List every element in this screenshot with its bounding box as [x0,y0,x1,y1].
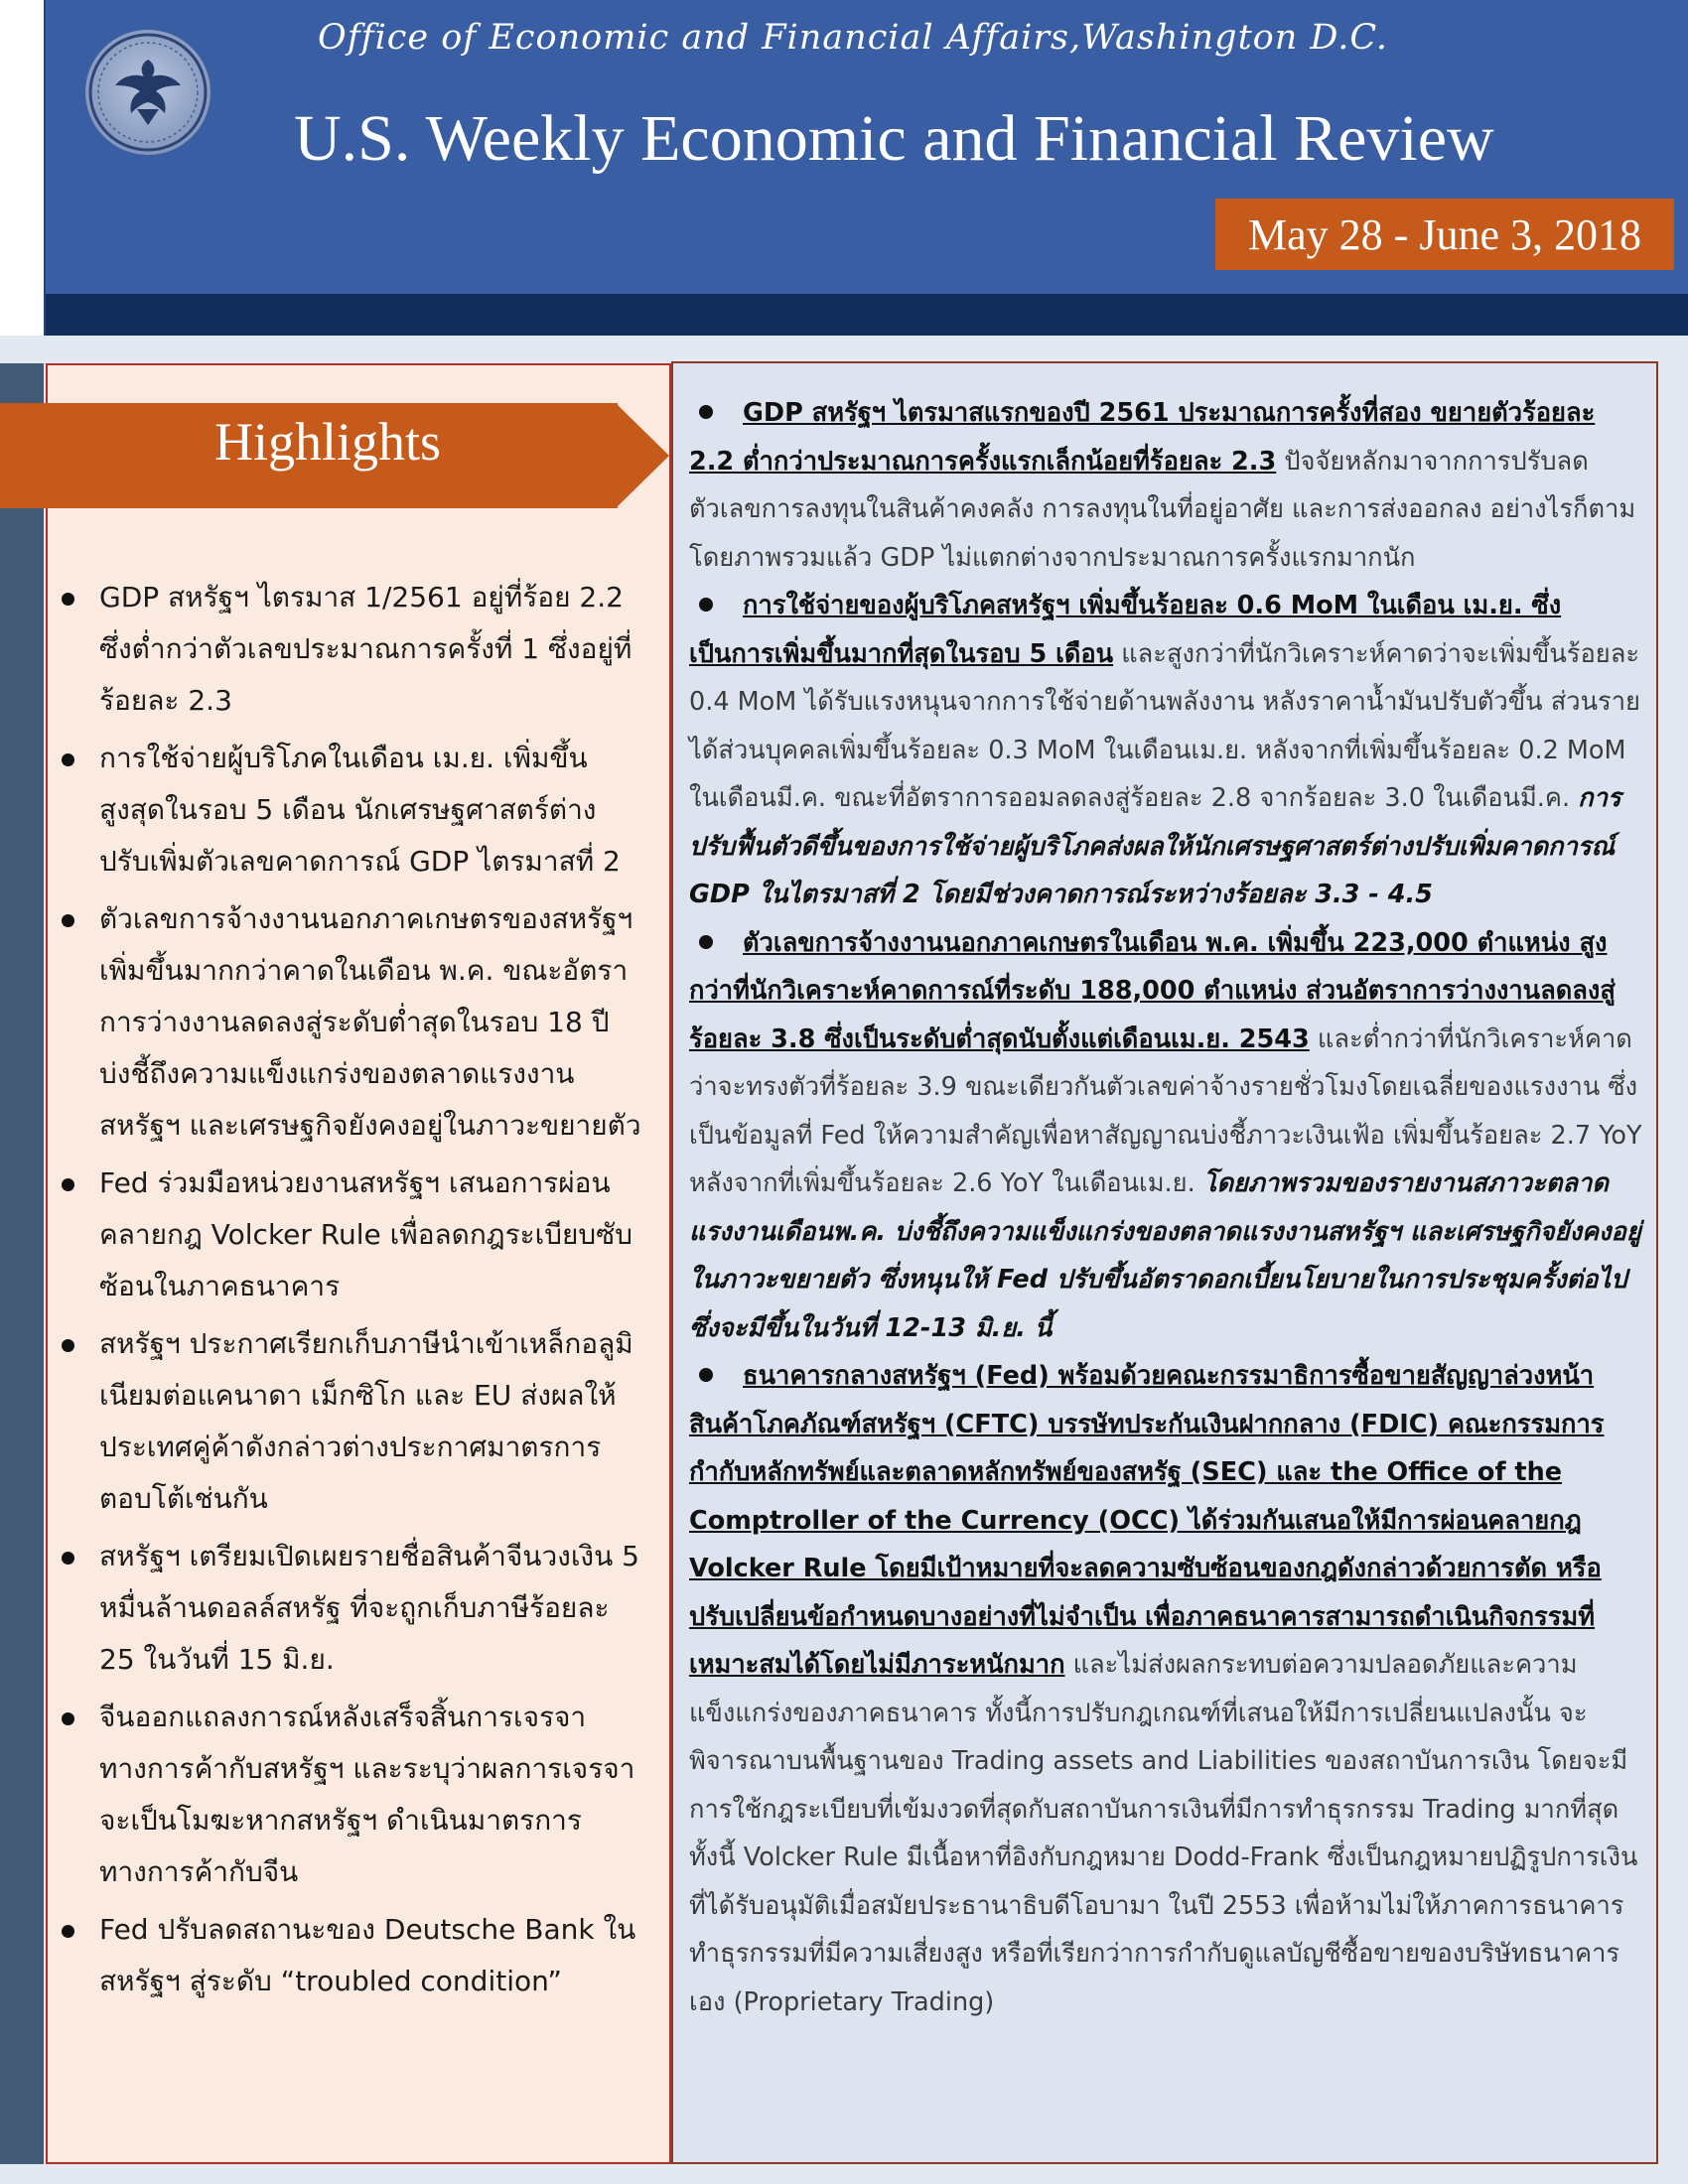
highlight-text: Fed ร่วมมือหน่วยงานสหรัฐฯ เสนอการผ่อนคลายกฎ Volcker Rule เพื่อลดกฎระเบียบซับซ้อนในภาคธนาคาร [99,1166,633,1302]
highlight-item [60,733,645,887]
highlight-item [60,1158,645,1312]
article-lead: การใช้จ่ายของผู้บริโภคสหรัฐฯ เพิ่มขึ้นร้อยละ 0.6 MoM ในเดือน เม.ย. ซึ่งเป็นการเพิ่มขึ้นมากที่สุดในรอบ 5 เดือน [689,591,1562,669]
article-emphasis: การปรับฟื้นตัวดีขึ้นของการใช้จ่ายผู้บริโภคส่งผลให้นักเศรษฐศาสตร์ต่างปรับเพิ่มคาดการณ์ GDP ในไตรมาสที่ 2 โดยมีช่วงคาดการณ์ระหว่างร้อยละ 3.3 - 4.5 [689,783,1621,909]
highlights-list [60,572,645,2013]
article-item-consumer-spending [689,582,1642,919]
article-emphasis: โดยภาพรวมของรายงานสภาวะตลาดแรงงานเดือนพ.ค. บ่งชี้ถึงความแข็งแกร่งของตลาดแรงงานสหรัฐฯ และเศรษฐกิจยังคงอยู่ในภาวะขยายตัว ซึ่งหนุนให้ Fed ปรับขึ้นอัตราดอกเบี้ยนโยบายในการประชุมครั้งต่อไปซึ่งจะมีขึ้นในวันที่ 12-13 มิ.ย. นี้ [689,1168,1641,1343]
highlight-text: GDP สหรัฐฯ ไตรมาส 1/2561 อยู่ที่ร้อย 2.2 ซึ่งต่ำกว่าตัวเลขประมาณการครั้งที่ 1 ซึ่งอยู่ที่ร้อยละ 2.3 [99,581,633,717]
highlight-item [60,893,645,1152]
bullet-icon [62,1712,74,1725]
article-lead: GDP สหรัฐฯ ไตรมาสแรกของปี 2561 ประมาณการครั้งที่สอง ขยายตัวร้อยละ 2.2 ต่ำกว่าประมาณการครั้งแรกเล็กน้อยที่ร้อยละ 2.3 [689,398,1596,477]
article-item-employment [689,919,1642,1353]
bullet-icon [62,593,74,606]
article-body: และไม่ส่งผลกระทบต่อความปลอดภัยและความแข็งแกร่งของภาคธนาคาร ทั้งนี้การปรับกฎเกณฑ์ที่เสนอให้มีการเปลี่ยนแปลงนั้น จะพิจารณาบนพื้นฐานของ Trading assets and Liabilities ของสถาบันการเงิน โดยจะมีการใช้กฎระเบียบที่เข้มงวดที่สุดกับสถาบันการเงินที่มีการทำธุรกรรม Trading มากที่สุด ทั้งนี้ Volcker Rule มีเนื้อหาที่อิงกับกฎหมาย Dodd-Frank ซึ่งเป็นกฎหมายปฏิรูปการเงินที่ได้รับอนุมัติเมื่อสมัยประธานาธิบดีโอบามา ในปี 2553 เพื่อห้ามไม่ให้ภาคการธนาคารทำธุรกรรมที่มีความเสี่ยงสูง หรือที่เรียกว่าการกำกับดูแลบัญชีซื้อขายของบริษัทธนาคารเอง (Proprietary Trading) [689,1650,1638,2017]
highlight-item [60,1904,645,2007]
bullet-icon [62,1339,74,1352]
header-left-strip [0,0,46,296]
highlights-heading: Highlights [214,412,442,472]
article-item-volcker-rule [689,1352,1642,2026]
bullet-icon [699,935,713,949]
left-rail [0,363,44,2164]
eagle-icon [85,30,211,155]
highlight-text: Fed ปรับลดสถานะของ Deutsche Bank ในสหรัฐฯ สู่ระดับ “troubled condition” [99,1913,636,1997]
bullet-icon [699,405,713,419]
eagle-seal-logo [85,30,211,155]
article-lead: ธนาคารกลางสหรัฐฯ (Fed) พร้อมด้วยคณะกรรมาธิการซื้อขายสัญญาล่วงหน้าสินค้าโภคภัณฑ์สหรัฐฯ (CFTC) บรรษัทประกันเงินฝากกลาง (FDIC) คณะกรรมการกำกับหลักทรัพย์และตลาดหลักทรัพย์ของสหรัฐ (SEC) และ the Office of the Comptroller of the Currency (OCC) ได้ร่วมกันเสนอให้มีการผ่อนคลายกฎ Volcker Rule โดยมีเป้าหมายที่จะลดความซับซ้อนของกฎดังกล่าวด้วยการตัด หรือปรับเปลี่ยนข้อกำหนดบางอย่างที่ไม่จำเป็น เพื่อภาคธนาคารสามารถดำเนินกิจกรรมที่เหมาะสมได้โดยไม่มีภาระหนักมาก [689,1361,1605,1680]
bullet-icon [62,753,74,766]
highlight-text: การใช้จ่ายผู้บริโภคในเดือน เม.ย. เพิ่มขึ้นสูงสุดในรอบ 5 เดือน นักเศรษฐศาสตร์ต่างปรับเพิ่มตัวเลขคาดการณ์ GDP ไตรมาสที่ 2 [99,742,621,878]
highlight-text: ตัวเลขการจ้างงานนอกภาคเกษตรของสหรัฐฯ เพิ่มขึ้นมากกว่าคาดในเดือน พ.ค. ขณะอัตราการว่างงานลดลงสู่ระดับต่ำสุดในรอบ 18 ปี บ่งชี้ถึงความแข็งแกร่งของตลาดแรงงานสหรัฐฯ และเศรษฐกิจยังคงอยู่ในภาวะขยายตัว [99,902,641,1142]
newsletter-title: U.S. Weekly Economic and Financial Review [294,102,1494,175]
highlight-text: สหรัฐฯ เตรียมเปิดเผยรายชื่อสินค้าจีนวงเงิน 5 หมื่นล้านดอลล์สหรัฐ ที่จะถูกเก็บภาษีร้อยละ 25 ในวันที่ 15 มิ.ย. [99,1540,639,1676]
highlight-item [60,572,645,727]
date-range-text: May 28 - June 3, 2018 [1248,209,1641,259]
bullet-icon [699,598,713,612]
highlight-item [60,1531,645,1686]
highlights-banner [0,403,667,508]
highlight-item [60,1318,645,1525]
article-body: และสูงกว่าที่นักวิเคราะห์คาดว่าจะเพิ่มขึ้นร้อยละ 0.4 MoM ได้รับแรงหนุนจากการใช้จ่ายด้านพลังงาน หลังราคาน้ำมันปรับตัวขึ้น ส่วนรายได้ส่วนบุคคลเพิ่มขึ้นร้อยละ 0.3 MoM ในเดือนเม.ย. หลังจากที่เพิ่มขึ้นร้อยละ 0.2 MoM ในเดือนมี.ค. ขณะที่อัตราการออมลดลงสู่ร้อยละ 2.8 จากร้อยละ 3.0 ในเดือนมี.ค. [689,638,1640,813]
header-bottom-notch [0,294,46,336]
bullet-icon [62,1178,74,1191]
article-body: ปัจจัยหลักมาจากการปรับลดตัวเลขการลงทุนในสินค้าคงคลัง การลงทุนในที่อยู่อาศัย และการส่งออกลง อย่างไรก็ตาม โดยภาพรวมแล้ว GDP ไม่แตกต่างจากประมาณการครั้งแรกมากนัก [689,446,1636,573]
highlights-banner-arrow [616,403,669,508]
header-bottom-band [0,294,1688,336]
bullet-icon [62,1552,74,1565]
office-name: Office of Economic and Financial Affairs,Washington D.C. [318,18,1388,58]
highlight-text: จีนออกแถลงการณ์หลังเสร็จสิ้นการเจรจาทางการค้ากับสหรัฐฯ และระบุว่าผลการเจรจาจะเป็นโมฆะหากสหรัฐฯ ดำเนินมาตรการทางการค้ากับจีน [99,1701,635,1888]
highlight-text: สหรัฐฯ ประกาศเรียกเก็บภาษีนำเข้าเหล็กอลูมิเนียมต่อแคนาดา เม็กซิโก และ EU ส่งผลให้ประเทศคู่ค้าดังกล่าวต่างประกาศมาตรการตอบโต้เช่นกัน [99,1327,633,1515]
highlight-item [60,1692,645,1898]
article-item-gdp [689,389,1642,582]
bullet-icon [699,1368,713,1382]
bullet-icon [62,1925,74,1938]
bullet-icon [62,914,74,927]
main-article-list [689,389,1642,2026]
article-lead: ตัวเลขการจ้างงานนอกภาคเกษตรในเดือน พ.ค. เพิ่มขึ้น 223,000 ตำแหน่ง สูงกว่าที่นักวิเคราะห์คาดการณ์ที่ระดับ 188,000 ตำแหน่ง ส่วนอัตราการว่างงานลดลงสู่ร้อยละ 3.8 ซึ่งเป็นระดับต่ำสุดนับตั้งแต่เดือนเม.ย. 2543 [689,927,1616,1054]
date-range-badge [1215,199,1674,270]
article-body: และต่ำกว่าที่นักวิเคราะห์คาดว่าจะทรงตัวที่ร้อยละ 3.9 ขณะเดียวกันตัวเลขค่าจ้างรายชั่วโมงโดยเฉลี่ยของแรงงาน ซึ่งเป็นข้อมูลที่ Fed ให้ความสำคัญเพื่อหาสัญญาณบ่งชี้ภาวะเงินเฟ้อ เพิ่มขึ้นร้อยละ 2.7 YoY หลังจากที่เพิ่มขึ้นร้อยละ 2.6 YoY ในเดือนเม.ย. [689,1024,1642,1198]
